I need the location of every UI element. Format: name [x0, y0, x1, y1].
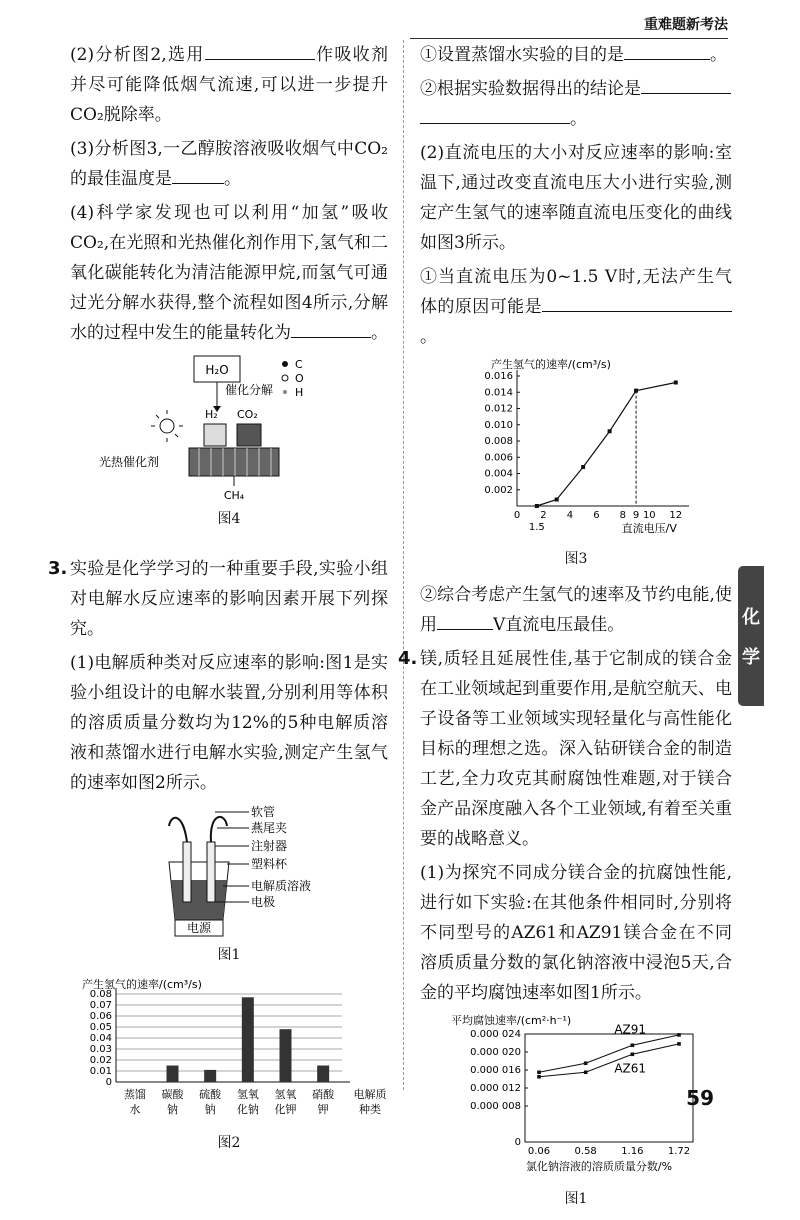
- bar: [317, 1066, 329, 1083]
- answer-blank[interactable]: [542, 293, 732, 312]
- x-tick-label: 6: [593, 510, 600, 521]
- y-axis-label: 平均腐蚀速率/(cm²·h⁻¹): [451, 1014, 572, 1027]
- label-hose: 软管: [251, 805, 276, 819]
- y-axis-label: 产生氢气的速率/(cm³/s): [82, 978, 202, 991]
- figure-3-line-chart: [451, 356, 701, 542]
- y-tick-label: 0.012: [484, 403, 513, 415]
- sun-rays-icon: [151, 410, 183, 442]
- data-point: [677, 1042, 681, 1046]
- x-axis-label: 氯化钠溶液的溶质质量分数/%: [525, 1160, 673, 1173]
- x-axis-label: 电解质: [353, 1088, 387, 1101]
- page-number: 59: [686, 1086, 714, 1110]
- y-tick-label: 0.010: [484, 419, 513, 431]
- figure-3-caption: 图3: [564, 551, 588, 567]
- syringe-left: [183, 842, 191, 902]
- atom-legend: [282, 358, 304, 399]
- data-point: [537, 1075, 541, 1079]
- svg-text:H: H: [295, 386, 304, 399]
- y-tick-label: 0.03: [89, 1044, 112, 1055]
- y-tick-label: 0.04: [89, 1033, 112, 1044]
- question-3-part-1: (1)电解质种类对反应速率的影响:图1是实验小组设计的电解水装置,分别利用等体积的溶质质量分数均为12%的5种电解质溶液和蒸馏水进行电解水实验,测定产生氢气的速率如图2所示。: [70, 653, 388, 793]
- question-3-number: 3.: [48, 558, 68, 579]
- figure-1b-caption: 图1: [564, 1191, 588, 1207]
- paragraph-q2-2: (2)分析图2,选用 作吸收剂并尽可能降低烟气流速,可以进一步提升CO₂脱除率。: [70, 40, 388, 130]
- x-tick-label: 0: [513, 510, 521, 521]
- series-line: [537, 383, 676, 507]
- syringe-right: [207, 842, 215, 902]
- figure-2-bar-chart: [70, 976, 390, 1126]
- x-axis-label: 直流电压/V: [621, 522, 677, 535]
- x-tick-label: 碳酸: [161, 1088, 184, 1101]
- x-tick-label: 氢氧: [274, 1088, 297, 1101]
- y-tick-label: 0.01: [89, 1066, 112, 1077]
- hose-left: [169, 818, 187, 842]
- x-tick-label: 1.5: [528, 522, 545, 533]
- x-tick-label: 12: [669, 510, 683, 521]
- side-tab-char: 学: [742, 647, 760, 668]
- paragraph-r1: ①设置蒸馏水实验的目的是 。: [420, 40, 732, 70]
- x-axis-label: 种类: [359, 1103, 381, 1116]
- y-tick-label: 0.000 024: [470, 1029, 521, 1040]
- sun-icon: [160, 419, 174, 433]
- y-axis-label: 产生氢气的速率/(cm³/s): [491, 358, 611, 371]
- y-tick-label: 0: [514, 1137, 521, 1148]
- co2-label: CO₂: [237, 408, 258, 421]
- x-tick-label: 钠: [204, 1103, 216, 1116]
- question-4-part-1: (1)为探究不同成分镁合金的抗腐蚀性能,进行如下实验:在其他条件相同时,分别将不同型号的AZ61和AZ91镁合金在不同溶质质量分数的氯化钠溶液中浸泡5天,合金的平均腐蚀速率如图1所示。: [420, 863, 732, 1003]
- series-label: AZ61: [614, 1061, 647, 1076]
- paragraph-r5: ②综合考虑产生氢气的速率及节约电能,使用 V直流电压最佳。: [420, 585, 732, 635]
- x-tick-label: 8: [619, 510, 627, 521]
- paragraph-r2: ②根据实验数据得出的结论是 。: [420, 74, 732, 134]
- power-label: 电源: [186, 921, 212, 935]
- electrolyte-solution: [171, 880, 227, 920]
- y-tick-label: 0.05: [89, 1022, 112, 1033]
- svg-text:C: C: [295, 358, 303, 371]
- series-line: [539, 1044, 679, 1077]
- figure-1b-line-chart: [441, 1012, 711, 1182]
- data-point: [631, 1052, 635, 1056]
- ch4-label: CH₄: [223, 489, 245, 502]
- x-tick-label: 化钠: [236, 1103, 259, 1116]
- hose-right: [211, 817, 227, 842]
- figure-1-caption: 图1: [217, 947, 241, 963]
- figure-4-caption: 图4: [217, 511, 241, 527]
- paragraph-r3: (2)直流电压的大小对反应速率的影响:室温下,通过改变直流电压大小进行实验,测定产生氢气的速率随直流电压变化的曲线如图3所示。: [420, 143, 732, 253]
- y-tick-label: 0.014: [484, 387, 513, 399]
- svg-text:O: O: [295, 372, 304, 385]
- y-tick-label: 0.008: [484, 436, 513, 447]
- label-electrode: 电极: [251, 895, 276, 909]
- data-point: [584, 1061, 588, 1065]
- catalyst-block: [189, 448, 279, 476]
- left-column: [48, 40, 388, 1164]
- x-tick-label: 1.72: [667, 1146, 691, 1157]
- data-point: [535, 504, 539, 508]
- label-clip: 燕尾夹: [251, 821, 288, 835]
- answer-blank[interactable]: [420, 105, 570, 124]
- y-tick-label: 0.000 012: [470, 1083, 521, 1094]
- answer-blank[interactable]: [641, 75, 731, 94]
- data-point: [584, 1070, 588, 1074]
- x-tick-label: 钾: [317, 1103, 329, 1116]
- x-tick-label: 水: [129, 1103, 141, 1116]
- side-tab-char: 化: [742, 607, 760, 628]
- plot-frame: [525, 1034, 693, 1142]
- column-divider: [403, 40, 404, 1090]
- answer-blank[interactable]: [291, 319, 371, 338]
- data-point: [555, 498, 559, 502]
- question-4-number: 4.: [398, 648, 418, 669]
- x-tick-label: 0.58: [574, 1146, 597, 1157]
- paragraph-q2-4: (4)科学家发现也可以利用“加氢”吸收CO₂,在光照和光热催化剂作用下,氢气和二氧化碳能转化为清洁能源甲烷,而氢气可通过光分解水获得,整个流程如图4所示,分解水的过程中发生的能量转化为 。: [70, 203, 388, 343]
- x-tick-label: 氢氧: [236, 1088, 259, 1101]
- h2-molecules-icon: [204, 424, 226, 446]
- y-tick-label: 0.000 008: [470, 1101, 521, 1112]
- y-tick-label: 0.000 016: [470, 1065, 521, 1076]
- y-tick-label: 0.016: [484, 371, 513, 382]
- bar: [242, 997, 254, 1082]
- header-title: 重难题新考法: [644, 17, 728, 33]
- bar: [167, 1066, 179, 1083]
- answer-blank[interactable]: [437, 611, 493, 630]
- answer-blank[interactable]: [205, 41, 315, 60]
- answer-blank[interactable]: [172, 165, 224, 184]
- y-tick-label: 0.02: [89, 1055, 112, 1066]
- data-point: [537, 1070, 541, 1074]
- y-tick-label: 0: [105, 1077, 112, 1088]
- data-point: [677, 1033, 681, 1037]
- label-syringe: 注射器: [251, 839, 288, 853]
- y-tick-label: 0.06: [89, 1011, 112, 1022]
- bar: [280, 1029, 292, 1082]
- right-column: [398, 40, 732, 1220]
- figure-4-diagram: [79, 352, 379, 502]
- y-tick-label: 0.07: [89, 1000, 112, 1011]
- h2-label: H₂: [205, 408, 218, 421]
- question-3-text: 3. 实验是化学学习的一种重要手段,实验小组对电解水反应速率的影响因素开展下列探究。: [70, 554, 388, 644]
- data-point: [674, 381, 678, 385]
- bar: [204, 1070, 216, 1082]
- x-tick-label: 1.16: [621, 1146, 644, 1157]
- data-point: [631, 1043, 635, 1047]
- data-point: [608, 429, 612, 433]
- co2-molecules-icon: [237, 424, 261, 446]
- catalysis-label: 催化分解: [225, 383, 274, 397]
- y-tick-label: 0.000 020: [470, 1047, 521, 1058]
- y-tick-label: 0.002: [484, 484, 513, 496]
- x-tick-label: 蒸馏: [123, 1088, 146, 1101]
- y-tick-label: 0.006: [484, 452, 513, 464]
- paragraph-q2-3: (3)分析图3,一乙醇胺溶液吸收烟气中CO₂的最佳温度是 。: [70, 139, 388, 189]
- header-rule: [410, 38, 728, 39]
- data-point: [581, 465, 585, 469]
- figure-1-apparatus: [99, 802, 359, 938]
- subject-side-tab: [738, 566, 764, 706]
- x-tick-label: 9: [632, 510, 640, 521]
- paragraph-r4: ①当直流电压为0~1.5 V时,无法产生气体的原因可能是。: [420, 267, 732, 347]
- x-tick-label: 2: [540, 510, 547, 521]
- apparatus-labels: [251, 805, 311, 909]
- x-tick-label: 10: [642, 510, 656, 521]
- h2o-label: H₂O: [205, 363, 229, 377]
- y-tick-label: 0.08: [89, 989, 112, 1000]
- figure-2-caption: 图2: [217, 1135, 241, 1151]
- x-tick-label: 钠: [167, 1103, 178, 1116]
- catalyst-label: 光热催化剂: [99, 455, 160, 469]
- label-cup: 塑料杯: [251, 857, 288, 871]
- series-line: [539, 1035, 679, 1072]
- label-solution: 电解质溶液: [251, 879, 312, 893]
- x-tick-label: 化钾: [274, 1103, 297, 1116]
- question-4-text: 4. 镁,质轻且延展性佳,基于它制成的镁合金在工业领域起到重要作用,是航空航天、电子设备等工业领域实现轻量化与高性能化目标的理想之选。深入钻研镁合金的制造工艺,全力攻克其耐腐蚀性难题,对于镁合金产品深度融入各个工业领域,有着至关重要的战略意义。: [420, 644, 732, 854]
- x-tick-label: 硫酸: [199, 1088, 222, 1101]
- x-tick-label: 硝酸: [312, 1088, 335, 1101]
- series-label: AZ91: [614, 1022, 647, 1037]
- answer-blank[interactable]: [624, 41, 710, 60]
- x-tick-label: 0.06: [527, 1146, 551, 1157]
- x-tick-label: 4: [566, 510, 574, 521]
- y-tick-label: 0.004: [484, 468, 513, 480]
